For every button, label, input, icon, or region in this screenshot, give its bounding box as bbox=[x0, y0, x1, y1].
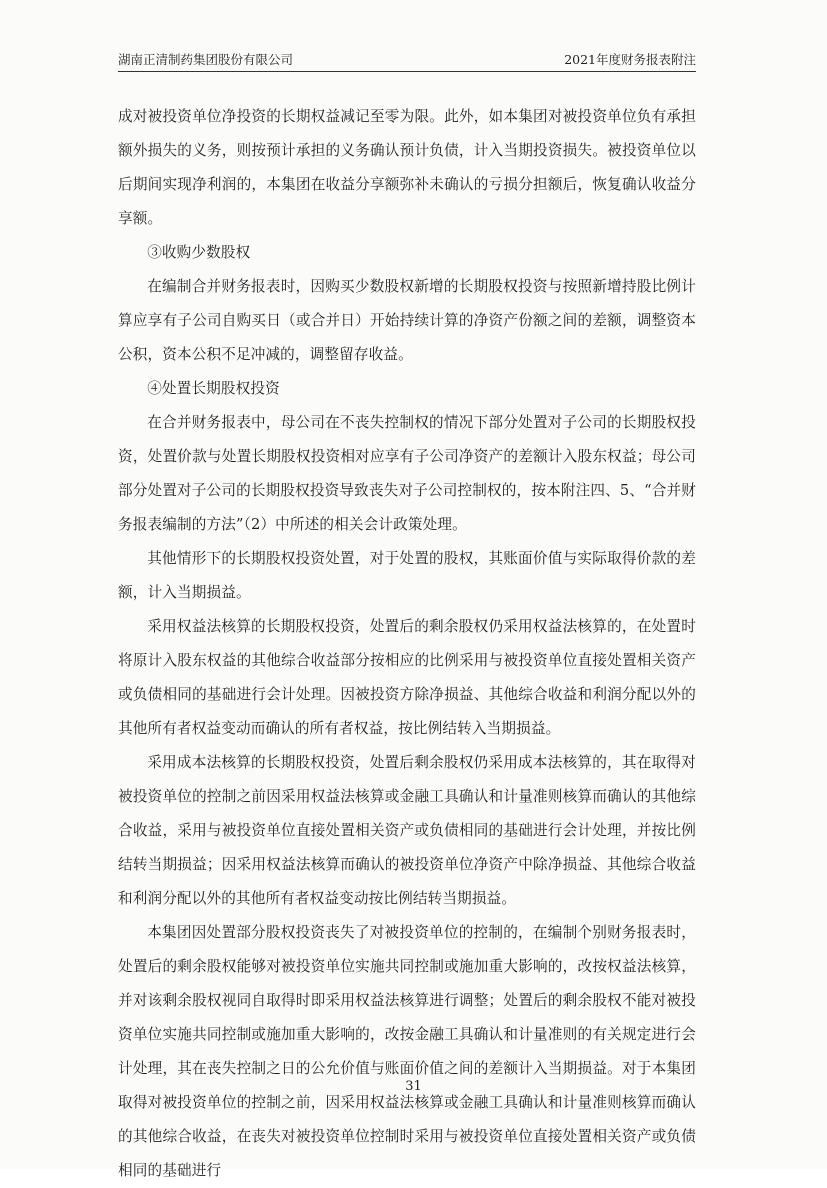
paragraph: 本集团因处置部分股权投资丧失了对被投资单位的控制的，在编制个别财务报表时，处置后的剩余股权能够对被投资单位实施共同控制或施加重大影响的，改按权益法核算，并对该剩余股权视同自取得时即采用权益法核算进行调整；处置后的剩余股权不能对被投资单位实施共同控制或施加重大影响的，改按金融工具确认和计量准则的有关规定进行会计处理，其在丧失控制之日的公允价值与账面价值之间的差额计入当期损益。对于本集团取得对被投资单位的控制之前，因采用权益法核算或金融工具确认和计量准则核算而确认的其他综合收益，在丧失对被投资单位控制时采用与被投资单位直接处置相关资产或负债相同的基础进行 bbox=[118, 924, 696, 1179]
page-number: 31 bbox=[405, 1079, 422, 1094]
paragraph: 成对被投资单位净投资的长期权益减记至零为限。此外，如本集团对被投资单位负有承担额外损失的义务，则按预计承担的义务确认预计负债，计入当期投资损失。被投资单位以后期间实现净利润的，本集团在收益分享额弥补未确认的亏损分担额后，恢复确认收益分享额。 bbox=[118, 108, 696, 227]
paragraph: 采用权益法核算的长期股权投资，处置后的剩余股权仍采用权益法核算的，在处置时将原计入股东权益的其他综合收益部分按相应的比例采用与被投资单位直接处置相关资产或负债相同的基础进行会计处理。因被投资方除净损益、其他综合收益和利润分配以外的其他所有者权益变动而确认的所有者权益，按比例结转入当期损益。 bbox=[118, 618, 696, 737]
page-header bbox=[118, 50, 696, 72]
paragraph: 采用成本法核算的长期股权投资，处置后剩余股权仍采用成本法核算的，其在取得对被投资单位的控制之前因采用权益法核算或金融工具确认和计量准则核算而确认的其他综合收益，采用与被投资单位直接处置相关资产或负债相同的基础进行会计处理，并按比例结转当期损益；因采用权益法核算而确认的被投资单位净资产中除净损益、其他综合收益和利润分配以外的其他所有者权益变动按比例结转当期损益。 bbox=[118, 754, 696, 907]
body-text bbox=[118, 100, 696, 1188]
paragraph: 其他情形下的长期股权投资处置，对于处置的股权，其账面价值与实际取得价款的差额，计入当期损益。 bbox=[118, 550, 696, 601]
header-report-title: 2021年度财务报表附注 bbox=[564, 52, 696, 67]
paragraph: 在编制合并财务报表时，因购买少数股权新增的长期股权投资与按照新增持股比例计算应享有子公司自购买日（或合并日）开始持续计算的净资产份额之间的差额，调整资本公积，资本公积不足冲减的，调整留存收益。 bbox=[118, 278, 696, 363]
subheading: ③收购少数股权 bbox=[147, 244, 251, 261]
paragraph: 在合并财务报表中，母公司在不丧失控制权的情况下部分处置对子公司的长期股权投资，处置价款与处置长期股权投资相对应享有子公司净资产的差额计入股东权益；母公司部分处置对子公司的长期股权投资导致丧失对子公司控制权的，按本附注四、5、“合并财务报表编制的方法”（2）中所述的相关会计政策处理。 bbox=[118, 414, 696, 533]
subheading: ④处置长期股权投资 bbox=[147, 380, 280, 397]
header-company: 湖南正清制药集团股份有限公司 bbox=[118, 52, 294, 67]
